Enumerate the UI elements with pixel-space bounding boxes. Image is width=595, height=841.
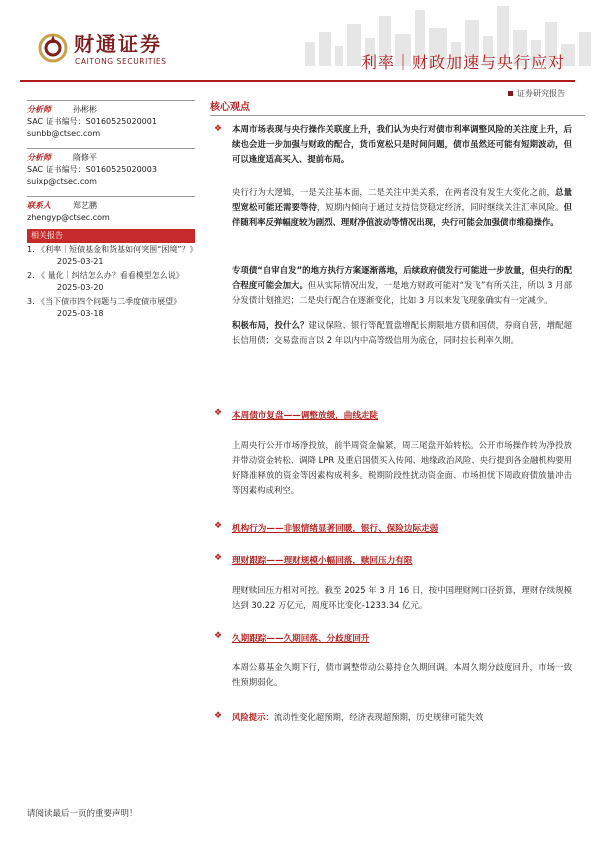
paragraph-special-bonds xyxy=(232,263,572,308)
analyst-name: 隋修平 xyxy=(73,153,97,162)
key-points-section xyxy=(210,100,585,116)
related-report-title[interactable]: 1. 《利率｜短债基金和货基如何突围“困境”？》 xyxy=(27,245,198,254)
analyst-role: 分析师 xyxy=(27,105,51,114)
related-report-title[interactable]: 3. 《当下债市四个问题与二季度债市展望》 xyxy=(27,297,182,306)
related-report-item[interactable] xyxy=(27,244,198,268)
contact-name: 郑艺鹏 xyxy=(73,201,97,210)
diamond-bullet-icon: ❖ xyxy=(214,553,223,563)
square-bullet-icon xyxy=(508,91,513,96)
section-title-duration: 久期跟踪——久期回落、分歧度回升 xyxy=(232,634,370,644)
text-segment: 央行行为大逻辑，一是关注基本面，二是关注中美关系，在两者没有发生大变化之前， xyxy=(232,187,556,197)
related-reports-list xyxy=(27,244,198,322)
section-title-weekly-review: 本周债市复盘——调整放缓，曲线走陡 xyxy=(232,411,379,421)
analyst-sidebar xyxy=(27,100,195,232)
analyst-cert: SAC 证书编号：S0160525020001 xyxy=(27,117,157,126)
text-segment-bold: 总量型宽松可能还需要等待 xyxy=(232,187,573,212)
paragraph-central-bank xyxy=(232,185,572,230)
analyst-block xyxy=(27,100,195,140)
company-name-en: CAITONG SECURITIES xyxy=(75,57,167,66)
analyst-name: 孙彬彬 xyxy=(73,105,97,114)
diamond-bullet-icon: ❖ xyxy=(214,521,223,531)
analyst-role: 分析师 xyxy=(27,153,51,162)
text-segment: 但从实际情况出发，一是地方财政可能对“发飞”有所关注，所以 3 月部分发债计划推迟；二是央行配合在逐渐变化，比如 3 月以来发飞现象确实有一定减少。 xyxy=(232,280,572,305)
related-report-item[interactable] xyxy=(27,296,195,320)
report-type-text: 证券研究报告 xyxy=(517,89,565,98)
analyst-cert: SAC 证书编号：S0160525020003 xyxy=(27,165,157,174)
header-divider xyxy=(20,80,575,82)
text-segment-bold: 但伴随利率反弹幅度较为剧烈、理财净值波动等情况出现，央行可能会加强债市维稳操作。 xyxy=(232,202,573,227)
paragraph-summary xyxy=(232,122,572,167)
diamond-bullet-icon: ❖ xyxy=(214,631,223,641)
analyst-block xyxy=(27,148,195,188)
paragraph-positioning xyxy=(232,318,572,348)
summary-bold-text: 本周市场表现与央行操作关联度上升，我们认为央行对债市利率调整风险的关注度上升，后续也会进一步加强与财政的配合，货币宽松只是时间问题，债市虽然还可能有短期波动，但可以逢度适高买入、提前布局。 xyxy=(232,124,572,164)
analyst-email[interactable]: sunbb@ctsec.com xyxy=(27,129,101,138)
related-report-date: 2025-03-18 xyxy=(57,309,104,318)
risk-text: 流动性变化超预期，经济表现超预期，历史规律可能失效 xyxy=(273,712,484,722)
text-segment: ，短期内倾向于通过支持信贷稳定经济，同时继续关注汇率风险。 xyxy=(317,202,564,212)
paragraph-duration: 本周公募基金久期下行，债市调整带动公募持仓久期回调。本周久期分歧度回升，市场一致性预期弱化。 xyxy=(232,662,572,687)
paragraph-risk xyxy=(232,710,572,725)
related-report-item[interactable] xyxy=(27,270,195,294)
related-report-title[interactable]: 2. 《 量化｜纠结怎么办？看看模型怎么说》 xyxy=(27,271,184,280)
section-title-institutions: 机构行为——非银情绪显著回暖，银行、保险边际走弱 xyxy=(232,524,439,534)
analyst-email[interactable]: suixp@ctsec.com xyxy=(27,177,97,186)
text-segment-bold: 积极布局，投什么？ xyxy=(232,320,309,330)
diamond-bullet-icon: ❖ xyxy=(214,408,223,418)
diamond-bullet-icon: ❖ xyxy=(214,124,223,134)
related-report-date: 2025-03-20 xyxy=(57,283,104,292)
page-header xyxy=(0,0,595,90)
document-title: 利率｜财政加速与央行应对 xyxy=(360,53,565,72)
paragraph-wealth-mgmt: 理财赎回压力相对可控。截至 2025 年 3 月 16 日，按中国理财网口径折算，理财存续规模达到 30.22 万亿元，周度环比变化-1233.34 亿元。 xyxy=(232,585,572,610)
diamond-bullet-icon: ❖ xyxy=(214,711,223,721)
text-segment: 建议保险、银行等配置盘增配长期限地方债和国债，券商自营，增配超长信用债；交易盘而言以 2 年以内中高等级信用为底仓，同时拉长利率久期。 xyxy=(232,320,573,345)
risk-label: 风险提示： xyxy=(232,712,274,722)
disclaimer-footer: 请阅读最后一页的重要声明！ xyxy=(27,809,138,819)
key-points-title: 核心观点 xyxy=(210,100,585,116)
report-type-label xyxy=(508,88,565,99)
contact-role: 联系人 xyxy=(27,201,51,210)
company-name-cn: 财通证券 xyxy=(74,32,162,56)
related-report-date: 2025-03-21 xyxy=(57,257,104,266)
contact-block xyxy=(27,196,195,224)
text-segment-bold: 专项债“自审自发”的地方执行方案逐渐落地，后续政府债发行可能进一步放量，但央行的配合程度可能会加大。 xyxy=(232,265,572,290)
related-reports-header: 相关报告 xyxy=(27,229,195,243)
paragraph-weekly-review: 上周央行公开市场净投放，前半周资金偏紧，周三尾盘开始转松。公开市场操作转为净投放并带动资金转松、调降 LPR 及重启国债买入传闻、地缘政治风险、央行提到各金融机构要用好降准释放的资金等因素构成利多。税期阶段性扰动资金面、市场担忧下周政府债放量冲击等因素构成利空。 xyxy=(232,440,572,495)
section-title-wealth-mgmt: 理财跟踪——理财规模小幅回落，赎回压力有限 xyxy=(232,556,413,566)
contact-email[interactable]: zhengyp@ctsec.com xyxy=(27,213,110,222)
